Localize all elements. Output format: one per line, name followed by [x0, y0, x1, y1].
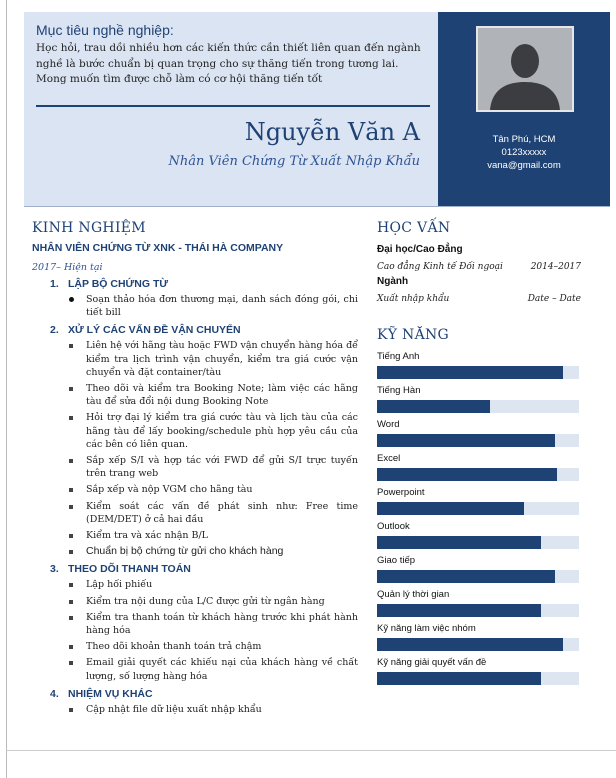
skill-bar [377, 638, 579, 651]
skill-bar [377, 502, 579, 515]
contact-location: Tân Phú, HCM [492, 134, 556, 145]
skill-bar-fill [377, 400, 490, 413]
task-list [50, 545, 358, 558]
skill-bar-fill [377, 434, 555, 447]
employment-period: 2017– Hiện tại [32, 262, 103, 273]
list-item: Hỏi trợ đại lý kiểm tra giá cước tàu và lịch tàu của các hãng tàu để lấy booking/schedule phù hợp yêu cầu của các bên có liên quan. [50, 411, 358, 451]
task-list [50, 339, 358, 542]
skill-bar-fill [377, 366, 563, 379]
skill-label: Powerpoint [377, 487, 425, 498]
contact-phone: 0123xxxxx [501, 147, 547, 158]
education-school: Cao đẳng Kinh tế Đối ngoại [377, 262, 503, 272]
education-heading: HỌC VẤN [377, 220, 451, 236]
page-bottom-edge [6, 750, 616, 751]
skill-label: Kỹ năng giải quyết vấn đề [377, 657, 487, 668]
skill-label: Excel [377, 453, 401, 464]
skill-bar-fill [377, 536, 541, 549]
task-list [50, 703, 358, 716]
contact-email[interactable]: vana@gmail.com [487, 160, 561, 171]
list-item: Kiểm tra thanh toán từ khách hàng trước khi phát hành hàng hóa [50, 611, 358, 637]
education-school: Xuất nhập khẩu [377, 294, 450, 304]
group-heading: 4. NHIỆM VỤ KHÁC [50, 687, 153, 700]
skill-bar-fill [377, 638, 563, 651]
education-dates: 2014–2017 [530, 262, 581, 272]
list-item: Email giải quyết các khiếu nại của khách hàng về chất lượng, số lượng hàng hóa [50, 656, 358, 682]
skill-bar [377, 400, 579, 413]
header-rule [36, 105, 430, 107]
experience-heading: KINH NGHIỆM [32, 220, 146, 236]
group-heading: 2. XỬ LÝ CÁC VẤN ĐỀ VẬN CHUYỂN [50, 324, 241, 337]
job-title: Nhân Viên Chứng Từ Xuất Nhập Khẩu [168, 154, 420, 169]
person-silhouette-icon [478, 28, 572, 110]
list-item: Cập nhật file dữ liệu xuất nhập khẩu [50, 703, 358, 716]
skill-bar [377, 434, 579, 447]
education-dates: Date – Date [527, 294, 581, 304]
page-left-edge [6, 0, 7, 778]
task-list [50, 293, 358, 319]
education-degree: Ngành [377, 276, 409, 287]
list-item: Theo dõi khoản thanh toán trả chậm [50, 640, 358, 653]
skill-bar-fill [377, 604, 541, 617]
experience-details [50, 276, 358, 719]
skill-bar [377, 570, 579, 583]
list-item: Lập hối phiếu [50, 578, 358, 591]
skill-bar [377, 672, 579, 685]
skill-label: Quản lý thời gian [377, 589, 450, 600]
list-item: Sắp xếp và nộp VGM cho hãng tàu [50, 483, 358, 496]
skill-bar [377, 468, 579, 481]
skill-label: Tiếng Anh [377, 351, 420, 362]
list-item: Soạn thảo hóa đơn thương mại, danh sách đóng gói, chi tiết bill [50, 293, 358, 319]
list-item: Chuẩn bị bộ chứng từ gửi cho khách hàng [50, 545, 358, 558]
skills-heading: KỸ NĂNG [377, 327, 450, 343]
task-list [50, 578, 358, 682]
list-item: Kiểm soát các vấn đề phát sinh như: Free time (DEM/DET) ở cả hai đầu [50, 500, 358, 526]
list-item: Theo dõi và kiểm tra Booking Note; làm việc các hãng tàu để sửa đổi nội dung Booking Note [50, 382, 358, 408]
list-item: Kiểm tra nội dung của L/C được gửi từ ngân hàng [50, 595, 358, 608]
objective-line: Mong muốn tìm được chỗ làm có cơ hội thăng tiến tốt [36, 73, 323, 85]
skill-bar [377, 366, 579, 379]
skill-bar-fill [377, 502, 524, 515]
education-degree: Đại học/Cao Đẳng [377, 244, 463, 255]
skill-bar-fill [377, 468, 557, 481]
objective-title: Mục tiêu nghề nghiệp: [36, 22, 174, 38]
objective-line: Học hỏi, trau dồi nhiều hơn các kiến thức cần thiết liên quan đến ngành nghề là bước chuẩn bị quan trọng cho sự thăng tiến trong tương lai. [36, 42, 421, 70]
group-heading: 1. LẬP BỘ CHỨNG TỪ [50, 278, 169, 290]
skill-bar [377, 604, 579, 617]
candidate-name: Nguyễn Văn A [244, 118, 420, 146]
profile-photo [476, 26, 574, 112]
objective-text [36, 41, 428, 88]
skill-bar-fill [377, 672, 541, 685]
skill-label: Kỹ năng làm việc nhóm [377, 623, 476, 634]
list-item: Kiểm tra và xác nhận B/L [50, 529, 358, 542]
skill-bar-fill [377, 570, 555, 583]
contact-info [438, 133, 610, 172]
skill-label: Outlook [377, 521, 410, 532]
section-divider [24, 206, 610, 207]
list-item: Sắp xếp S/I và hợp tác với FWD để gửi S/I trực tuyến trên trang web [50, 454, 358, 480]
skill-label: Word [377, 419, 400, 430]
list-item: Liên hệ với hãng tàu hoặc FWD vận chuyển hàng hóa để kiểm tra lịch trình vận chuyển, kiểm tra giá cước vận chuyển và đặt container/tàu [50, 339, 358, 379]
skill-bar [377, 536, 579, 549]
skill-label: Tiếng Hàn [377, 385, 421, 396]
skill-label: Giao tiếp [377, 555, 416, 566]
company-line: NHÂN VIÊN CHỨNG TỪ XNK - THÁI HÀ COMPANY [32, 242, 284, 254]
group-heading: 3. THEO DÕI THANH TOÁN [50, 563, 191, 576]
